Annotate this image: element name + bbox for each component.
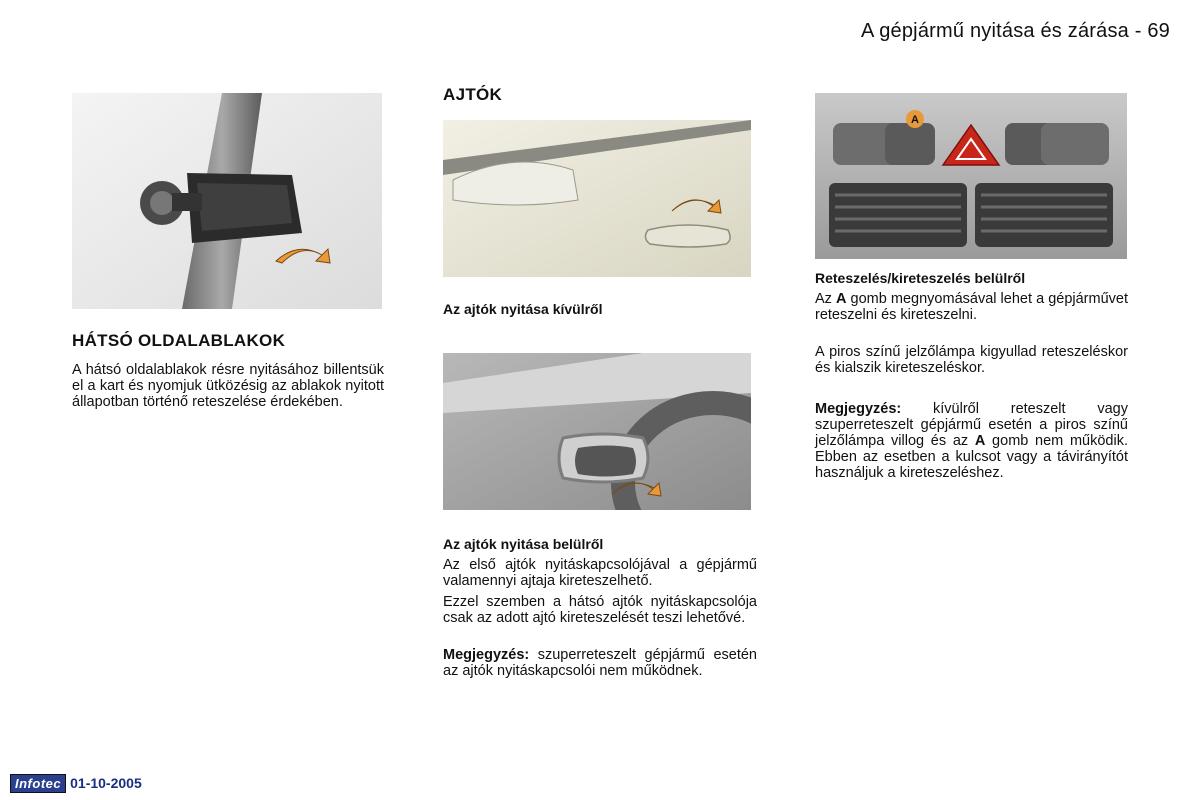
central-lock-para-1	[815, 291, 1128, 323]
central-lock-note-label: Megjegyzés:	[815, 401, 902, 417]
central-lock-para-1-pre: Az	[815, 291, 836, 307]
central-lock-note-pre: kívülről reteszelt vagy szuperreteszelt gépjármű esetén a piros színű jelzőlámpa villog és az	[815, 401, 1128, 449]
central-lock-heading: Reteszelés/kireteszelés belülről	[815, 270, 1026, 286]
doors-note-label: Megjegyzés:	[443, 647, 530, 663]
inside-caption: Az ajtók nyitása belülről	[443, 536, 604, 552]
page-header-title: A gépjármű nyitása és zárása - 69	[861, 20, 1170, 42]
central-lock-para-2: A piros színű jelzőlámpa kigyullad reteszeléskor és kialszik kireteszeléskor.	[815, 344, 1128, 376]
doors-note-text: szuperreteszelt gépjármű esetén az ajtók nyitáskapcsolói nem működnek.	[443, 647, 757, 679]
outside-handle-figure	[443, 120, 751, 277]
central-lock-note-bold: A	[974, 433, 986, 449]
central-lock-para-1-bold: A	[836, 291, 847, 307]
doors-note	[443, 647, 757, 679]
footer	[10, 774, 142, 792]
rear-window-latch-figure	[72, 93, 382, 309]
doors-para-2: Ezzel szemben a hátsó ajtók nyitáskapcsolója csak az adott ajtó kireteszelését teszi lehetővé.	[443, 594, 757, 626]
doors-para-1: Az első ajtók nyitáskapcsolójával a gépjármű valamennyi ajtaja kireteszelhető.	[443, 557, 757, 589]
footer-date: 01-10-2005	[70, 775, 142, 791]
doors-heading: AJTÓK	[443, 85, 503, 104]
outside-caption: Az ajtók nyitása kívülről	[443, 301, 603, 317]
infotec-logo: Infotec	[10, 774, 66, 793]
central-lock-note	[815, 401, 1128, 481]
inside-handle-figure	[443, 353, 751, 510]
rear-windows-text: A hátsó oldalablakok résre nyitásához billentsük el a kart és nyomjuk ütközésig az ablakok nyitott állapotban történő reteszelése érdekében.	[72, 362, 384, 410]
central-lock-note-post: gomb nem működik. Ebben az esetben a kulcsot vagy a távirányítót használjuk a kireteszeléshez.	[815, 433, 1128, 481]
rear-windows-heading: HÁTSÓ OLDALABLAKOK	[72, 331, 286, 350]
console-label-a: A	[911, 114, 919, 126]
central-lock-console-figure	[815, 93, 1127, 259]
central-lock-para-1-post: gomb megnyomásával lehet a gépjárművet reteszelni és kireteszelni.	[815, 291, 1128, 323]
